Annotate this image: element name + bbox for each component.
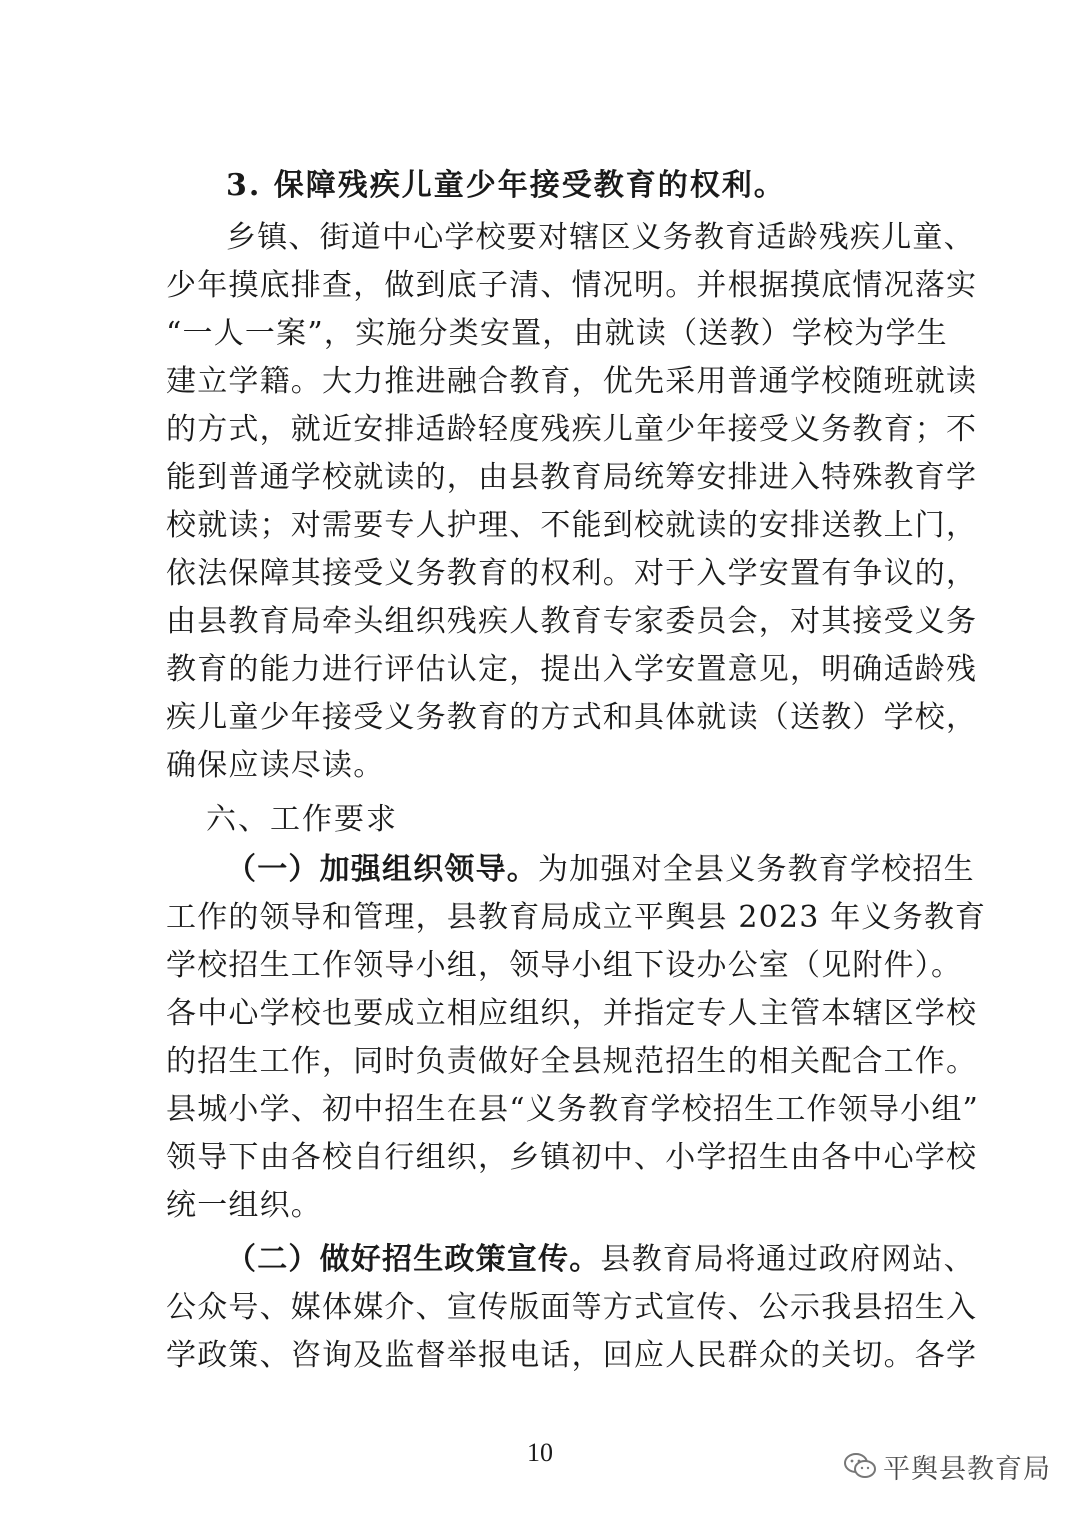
paragraph-line: 乡镇、街道中心学校要对辖区义务教育适龄残疾儿童、 (226, 220, 975, 255)
item-2-first-line (226, 1242, 975, 1278)
paragraph-line: 教育的能力进行评估认定，提出入学安置意见，明确适龄残 (166, 652, 978, 687)
paragraph-line: 的招生工作，同时负责做好全县规范招生的相关配合工作。 (166, 1044, 978, 1079)
item-2-title: （二）做好招生政策宣传。 (226, 1242, 601, 1277)
item-1-first-line (226, 852, 975, 888)
paragraph-line: 能到普通学校就读的，由县教育局统筹安排进入特殊教育学 (166, 460, 978, 495)
item-1-title: （一）加强组织领导。 (226, 852, 538, 887)
watermark-text: 平舆县教育局 (883, 1453, 1051, 1485)
item-1-first-rest: 为加强对全县义务教育学校招生 (538, 852, 975, 887)
paragraph-line: 少年摸底排查，做到底子清、情况明。并根据摸底情况落实 (166, 268, 978, 303)
paragraph-line: 统一组织。 (166, 1188, 322, 1223)
item-2-first-rest: 县教育局将通过政府网站、 (600, 1242, 975, 1277)
paragraph-line: “一人一案”，实施分类安置，由就读（送教）学校为学生 (166, 316, 948, 351)
paragraph-line: 工作的领导和管理，县教育局成立平舆县 2023 年义务教育 (166, 900, 987, 935)
paragraph-line: 公众号、媒体媒介、宣传版面等方式宣传、公示我县招生入 (166, 1290, 978, 1325)
wechat-icon (843, 1452, 877, 1480)
section-6-heading: 六、工作要求 (206, 802, 398, 837)
paragraph-line: 的方式，就近安排适龄轻度残疾儿童少年接受义务教育；不 (166, 412, 978, 447)
paragraph-line: 学政策、咨询及监督举报电话，回应人民群众的关切。各学 (166, 1338, 978, 1373)
paragraph-line: 县城小学、初中招生在县“义务教育学校招生工作领导小组” (166, 1092, 980, 1127)
paragraph-line: 由县教育局牵头组织残疾人教育专家委员会，对其接受义务 (166, 604, 978, 639)
paragraph-line: 疾儿童少年接受义务教育的方式和具体就读（送教）学校， (166, 700, 978, 735)
paragraph-line: 领导下由各校自行组织，乡镇初中、小学招生由各中心学校 (166, 1140, 978, 1175)
paragraph-line: 学校招生工作领导小组，领导小组下设办公室（见附件）。 (166, 948, 963, 983)
paragraph-line: 依法保障其接受义务教育的权利。对于入学安置有争议的， (166, 556, 978, 591)
paragraph-line: 各中心学校也要成立相应组织，并指定专人主管本辖区学校 (166, 996, 978, 1031)
paragraph-line: 校就读；对需要专人护理、不能到校就读的安排送教上门， (166, 508, 978, 543)
paragraph-line: 建立学籍。大力推进融合教育，优先采用普通学校随班就读 (166, 364, 978, 399)
section-3-heading: 3. 保障残疾儿童少年接受教育的权利。 (226, 168, 786, 203)
page-number: 10 (527, 1438, 553, 1467)
paragraph-line: 确保应读尽读。 (166, 748, 385, 783)
watermark (843, 1446, 1051, 1486)
